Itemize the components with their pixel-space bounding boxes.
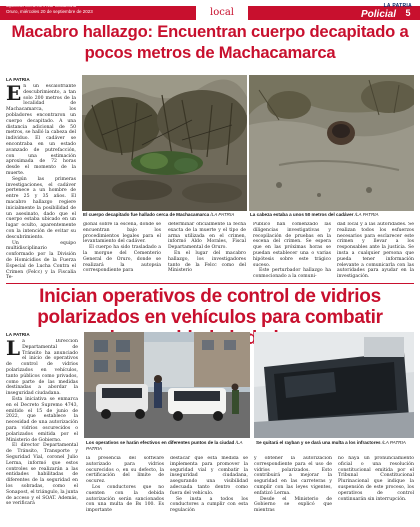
article1-photo-head xyxy=(249,75,414,211)
photo-window-illustration xyxy=(254,332,414,438)
article2-photo-street xyxy=(84,332,250,438)
article1-paragraph-1: n un escalofriante descubrimiento, a tan solo 200 metros de la localidad de Machacamarca, los pobladores encontraron un cuerpo decapitado. A una distancia adicional de 50 metros, se halló la cabeza del individuo. El cadáver se encontraba en un estado avanzado de putrefacción, con una estimación aproximada de 72 horas desde el momento de la muerte. xyxy=(6,84,76,176)
article2-col3-paragraph-2: Se insta a todos los conductores a cumplir con esta regulación xyxy=(170,496,248,514)
article1-col4-paragraph-2: Este perturbador hallazgo ha conmocionado a la comuni- xyxy=(253,268,331,280)
article2-paragraph-2: Esta iniciativa se enmarca en el Decreto Supremo 4743, emitido el 15 de junio de 2022, que establece la necesidad de una autorización para vidrios oscurecidos o polarizados emitida por el Ministerio de Gobierno. xyxy=(6,396,78,443)
article2-headline: Inician operativos de control de vidrios polarizados en vehículos para combatir xyxy=(37,286,383,328)
photo-street-illustration xyxy=(84,332,250,438)
section-label: local xyxy=(196,6,248,20)
article2-column-2 xyxy=(86,456,164,525)
article2-caption-2 xyxy=(256,440,416,446)
logo-la-patria: LA PATRIA xyxy=(383,3,412,9)
article2-col2-paragraph-2: Los conductores que no cuenten con la debida autorización serán sancionados con una multa de Bs 100. Es importante xyxy=(86,484,164,514)
article2-col4-paragraph-2: Desde el Ministerio de Gobierno se explicó que mientras xyxy=(254,496,332,514)
caption2-text: La cabeza estaba a unos 50 metros del cadáver xyxy=(250,212,354,217)
article1-column-2 xyxy=(83,222,161,280)
article2-paragraph-1: a Dirección Departamental de Tránsito ha anunciado el inicio de operativos de control de vidrios polarizados en vehículos, tanto públicos como privados, como parte de las medidas destinadas a abordar la inseguridad ciudadana. xyxy=(6,339,78,397)
section-divider xyxy=(6,283,414,284)
caption1-text: El cuerpo decapitado fue hallado cerca de Machacamarca xyxy=(83,212,210,217)
article2-paragraph-3: El director Departamental de Tránsito, Transporte y Seguridad Vial, coronel Julio Lerma, informó que estos controles se realizarán a las entidades habilitadas de diferentes de la seguridad en los sobradas, como el Sonapost, el triángulo, la junta de acceso y el SOAT. Además, se verificará xyxy=(6,443,78,507)
photo-head-illustration xyxy=(249,75,414,211)
article1-column-4 xyxy=(253,222,331,280)
article1-paragraph-3: Un equipo multidisciplinario conformado por la División de Homicidios de la Fuerza Especial de Lucha Contra el Crimen (Felcc) y la Fiscalía Te- xyxy=(6,240,76,280)
article2-photo-window xyxy=(254,332,414,438)
article2-caption-1 xyxy=(86,440,250,452)
article2-source: LA PATRIA xyxy=(6,332,30,337)
caption3-text: Los operativos se harán efectivos en diferentes puntos de la ciudad xyxy=(86,440,235,445)
article2-col5-paragraph-1: no haya un pronunciamiento oficial o una resolución constitucional emitida por el Tribunal Constitucional Plurinacional que indique la suspensión de este proceso, los operativos de control continuarán sin interrupción. xyxy=(338,456,414,502)
photo-body-illustration xyxy=(82,75,247,211)
article1-headline: Macabro hallazgo: Encuentran cuerpo decapitado a pocos metros de Machacamarca xyxy=(11,22,409,62)
header-meta xyxy=(6,3,116,15)
caption3-credit: /LA PATRIA xyxy=(86,440,243,451)
article1-col3-paragraph-2: En el lugar del macabro hallazgo, los investigadores tanto de la Felcc como del Ministerio xyxy=(168,250,246,274)
article1-col4-paragraph-1: Público han comenzado las diligencias investigativas y recopilación de pruebas en la escena del crimen. Se espera que en las próximas horas se puedan establecer una o varias hipótesis sobre este trágico suceso. xyxy=(253,222,331,268)
article1-photo-body xyxy=(82,75,247,211)
article1-source: LA PATRIA xyxy=(6,77,30,82)
website-text: lapatriaenlinea.com xyxy=(6,3,46,8)
article1-col5-paragraph-1: dad local y a las autoridades. Se realizan todos los esfuerzos necesarios para esclarecer este crimen y llevar a los responsables ante la justicia. Se insta a cualquier persona que pueda tener información relevante a comunicarla con las autoridades para ayudar en la investigación. xyxy=(337,222,414,280)
issue-date: Oruro, miércoles 20 de septiembre de 2023 xyxy=(6,9,93,14)
logo-policial: Policial xyxy=(360,9,396,20)
article1-drop-cap: E xyxy=(6,84,22,105)
article1-col2-paragraph-2: El cuerpo ha sido trasladado a la morgue del Cementerio General de Oruro, donde se realizará la autopsia correspondiente para xyxy=(83,245,161,274)
article1-paragraph-2: Según las primeras investigaciones, el cadáver pertenece a un hombre de entre 25 y 35 años. El macabro hallazgo regiere inicialmente la posibilidad de un asesinato, dado que el cuerpo estaba ubicado en un lugar oculto, aparentemente con la intención de evitar su descubrimiento. xyxy=(6,176,76,240)
article1-caption-1 xyxy=(83,212,248,218)
article2-col2-paragraph-1: la presencia del software autorizado para vidrios oscurecidos o, en su defecto, la certificación del límite de oscurez. xyxy=(86,456,164,485)
article1-col2-paragraph-1: gional sobre la escena, donde se encuentran bajo los procedimientos legales para el levantamiento del cadáver. xyxy=(83,222,161,245)
caption2-credit: /LA PATRIA xyxy=(354,212,379,217)
page-number: 5 xyxy=(405,8,411,18)
caption4-text: Se quitará el rayban y se dará una multa a los infractores xyxy=(256,440,381,445)
article1-column-1 xyxy=(6,84,76,280)
caption1-credit: /LA PATRIA xyxy=(210,212,235,217)
article2-column-5 xyxy=(338,456,414,525)
article1-caption-2 xyxy=(250,212,415,218)
article1-column-5 xyxy=(337,222,414,280)
article2-col3-paragraph-1: destacar que esta medida se implementa para promover la seguridad vial y combatir la inseguridad ciudadana, asegurando una visibilidad adecuada tanto dentro como fuera del vehículo. xyxy=(170,456,248,496)
article1-column-3 xyxy=(168,222,246,280)
caption4-credit: /LA PATRIA xyxy=(381,440,406,445)
article2-drop-cap: L xyxy=(6,339,21,360)
article2-column-3 xyxy=(170,456,248,525)
article2-column-1 xyxy=(6,339,78,525)
article2-column-4 xyxy=(254,456,332,525)
facebook-handle: /LaPatriaBolivia xyxy=(46,3,77,8)
article2-col4-paragraph-1: y obtener la autorización correspondiente para el uso de vidrios polarizados. Esto contribuirá a mejorar la seguridad en las carreteras y cumplir con las leyes vigentes, enfatizó Lerma. xyxy=(254,456,332,496)
article1-col3-paragraph-1: determinar oficialmente la fecha exacta de la muerte y el tipo de arma utilizada en el crimen, informó Aldo Morales, Fiscal Departamental de Oruro. xyxy=(168,222,246,251)
